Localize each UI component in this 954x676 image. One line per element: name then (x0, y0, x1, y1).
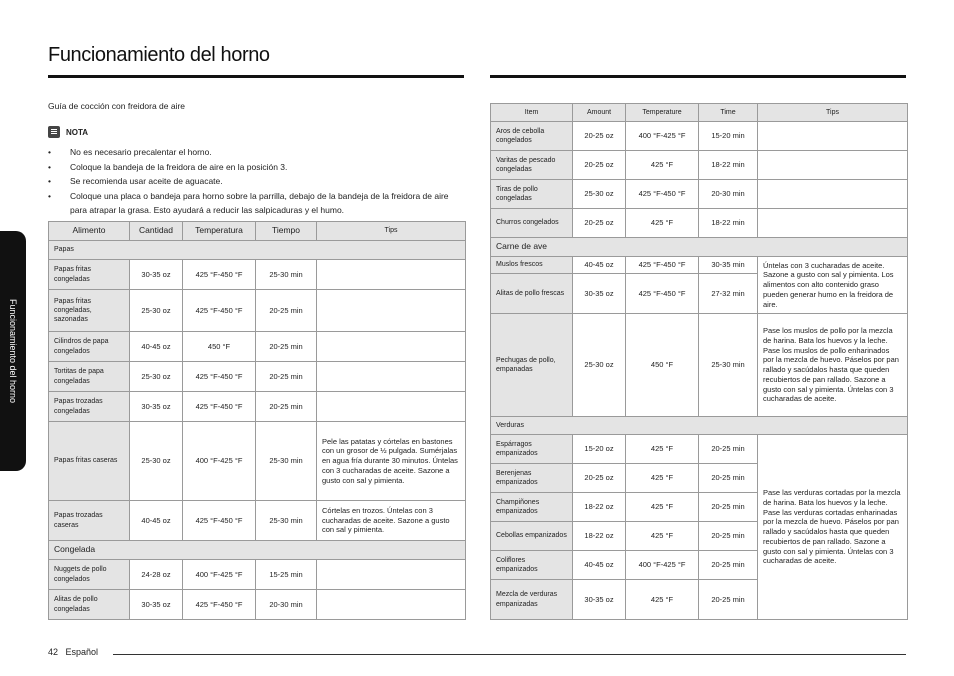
temp-cell: 425 °F-450 °F (183, 590, 256, 620)
page-number: 42 (48, 647, 59, 657)
item-cell: Alitas de pollo frescas (491, 274, 573, 314)
time-cell: 25-30 min (256, 422, 317, 501)
table-row (49, 560, 466, 590)
tips-cell (317, 290, 466, 332)
time-cell: 25-30 min (256, 501, 317, 541)
tips-cell (758, 122, 908, 151)
note-icon (48, 126, 60, 138)
time-cell: 18-22 min (699, 209, 758, 238)
time-cell: 20-25 min (699, 551, 758, 580)
item-cell: Cilindros de papa congelados (49, 332, 130, 362)
table-row (491, 122, 908, 151)
amount-cell: 30-35 oz (573, 580, 626, 620)
item-cell: Papas trozadas caseras (49, 501, 130, 541)
item-cell: Papas fritas congeladas, sazonadas (49, 290, 130, 332)
tips-cell: Pele las patatas y córtelas en bastones con un grosor de ½ pulgada. Sumérjalas en agua fría durante 30 minutos. Úntelas con 3 cucharadas de aceite. Sazone a gusto con sal y pimienta. (317, 422, 466, 501)
temp-cell: 400 °F-425 °F (626, 551, 699, 580)
item-cell: Mezcla de verduras empanizadas (491, 580, 573, 620)
temp-cell: 425 °F-450 °F (183, 362, 256, 392)
amount-cell: 18-22 oz (573, 522, 626, 551)
time-cell: 20-25 min (699, 435, 758, 464)
col-header-alimento: Alimento (49, 222, 130, 241)
note-item: • No es necesario precalentar el horno. (48, 145, 466, 160)
table-row (49, 501, 466, 541)
tips-cell (317, 362, 466, 392)
time-cell: 20-25 min (699, 493, 758, 522)
note-item: • Se recomienda usar aceite de aguacate. (48, 174, 466, 189)
time-cell: 20-30 min (256, 590, 317, 620)
amount-cell: 18-22 oz (573, 493, 626, 522)
time-cell: 27-32 min (699, 274, 758, 314)
amount-cell: 30-35 oz (130, 260, 183, 290)
time-cell: 15-20 min (699, 122, 758, 151)
amount-cell: 15-20 oz (573, 435, 626, 464)
time-cell: 20-25 min (256, 392, 317, 422)
tips-cell: Córtelas en trozos. Úntelas con 3 cucharadas de aceite. Sazone a gusto con sal y pimienta. (317, 501, 466, 541)
temp-cell: 425 °F-450 °F (183, 290, 256, 332)
section-row-verduras: Verduras (491, 417, 908, 435)
item-cell: Berenjenas empanizados (491, 464, 573, 493)
col-header-temperature: Temperature (626, 104, 699, 122)
amount-cell: 25-30 oz (130, 362, 183, 392)
table-row (49, 332, 466, 362)
amount-cell: 20-25 oz (573, 464, 626, 493)
air-fryer-table-right (490, 103, 908, 620)
note-item: • Coloque la bandeja de la freidora de aire en la posición 3. (48, 160, 466, 175)
page-footer (48, 647, 98, 657)
tips-cell (317, 332, 466, 362)
item-cell: Nuggets de pollo congelados (49, 560, 130, 590)
item-cell: Pechugas de pollo, empanadas (491, 314, 573, 417)
item-cell: Tortitas de papa congeladas (49, 362, 130, 392)
tips-cell (317, 590, 466, 620)
table-row (49, 290, 466, 332)
time-cell: 20-25 min (256, 290, 317, 332)
page-language: Español (65, 647, 99, 657)
amount-cell: 25-30 oz (573, 180, 626, 209)
note-list (48, 145, 466, 218)
table-row (491, 257, 908, 274)
item-cell: Papas fritas congeladas (49, 260, 130, 290)
time-cell: 20-25 min (256, 362, 317, 392)
table-row (49, 392, 466, 422)
amount-cell: 20-25 oz (573, 151, 626, 180)
temp-cell: 425 °F (626, 522, 699, 551)
temp-cell: 425 °F-450 °F (183, 501, 256, 541)
time-cell: 25-30 min (699, 314, 758, 417)
tips-cell: Pase las verduras cortadas por la mezcla de harina. Bata los huevos y la leche. Pase las verduras cortadas enharinadas por la mezcla de huevo. Páselos por pan rallado y sacúdalos hasta que queden recubiertos de pan rallado. Sazone a gusto con sal y pimienta. Úntelas con 3 cucharadas de aceite. (758, 435, 908, 620)
section-subtitle: Guía de cocción con freidora de aire (48, 101, 186, 111)
amount-cell: 40-45 oz (573, 551, 626, 580)
temp-cell: 425 °F (626, 580, 699, 620)
tips-cell (317, 392, 466, 422)
amount-cell: 40-45 oz (573, 257, 626, 274)
item-cell: Espárragos empanizados (491, 435, 573, 464)
table-row (49, 260, 466, 290)
temp-cell: 400 °F-425 °F (626, 122, 699, 151)
time-cell: 20-25 min (699, 580, 758, 620)
item-cell: Coliflores empanizados (491, 551, 573, 580)
tips-cell: Pase los muslos de pollo por la mezcla de harina. Bata los huevos y la leche. Pase los muslos de pollo enharinados por la mezcla de huevo. Páselos por pan rallado y sacúdalos hasta que queden recubiertos de pan rallado. Sazone a gusto con sal y pimienta. Úntelas con 3 cucharadas de aceite. (758, 314, 908, 417)
col-header-cantidad: Cantidad (130, 222, 183, 241)
col-header-tiempo: Tiempo (256, 222, 317, 241)
amount-cell: 25-30 oz (573, 314, 626, 417)
temp-cell: 425 °F (626, 464, 699, 493)
item-cell: Papas fritas caseras (49, 422, 130, 501)
item-cell: Tiras de pollo congeladas (491, 180, 573, 209)
amount-cell: 24-28 oz (130, 560, 183, 590)
item-cell: Muslos frescos (491, 257, 573, 274)
section-row-papas: Papas (49, 241, 466, 260)
item-cell: Churros congelados (491, 209, 573, 238)
temp-cell: 425 °F-450 °F (183, 392, 256, 422)
section-row-congelada: Congelada (49, 541, 466, 560)
tips-cell (758, 209, 908, 238)
tips-cell: Úntelas con 3 cucharadas de aceite. Sazone a gusto con sal y pimienta. Los alimentos con alto contenido graso pueden generar humo en la freidora de aire. (758, 257, 908, 314)
temp-cell: 450 °F (626, 314, 699, 417)
tips-cell (317, 260, 466, 290)
note-item: • Coloque una placa o bandeja para horno sobre la parrilla, debajo de la bandeja de la freidora de aire para atrapar la grasa. Esto ayudará a reducir las salpicaduras y el humo. (48, 189, 466, 218)
time-cell: 20-25 min (699, 464, 758, 493)
time-cell: 18-22 min (699, 151, 758, 180)
col-header-amount: Amount (573, 104, 626, 122)
amount-cell: 20-25 oz (573, 122, 626, 151)
time-cell: 20-30 min (699, 180, 758, 209)
note-label: NOTA (66, 127, 89, 137)
col-header-temperatura: Temperatura (183, 222, 256, 241)
table-row (491, 209, 908, 238)
table-row (491, 314, 908, 417)
temp-cell: 425 °F (626, 435, 699, 464)
item-cell: Papas trozadas congeladas (49, 392, 130, 422)
temp-cell: 400 °F-425 °F (183, 422, 256, 501)
table-row (491, 151, 908, 180)
table-row (491, 180, 908, 209)
table-row (49, 362, 466, 392)
amount-cell: 30-35 oz (573, 274, 626, 314)
item-cell: Varitas de pescado congeladas (491, 151, 573, 180)
air-fryer-table-left (48, 221, 466, 620)
amount-cell: 40-45 oz (130, 501, 183, 541)
temp-cell: 425 °F-450 °F (626, 180, 699, 209)
temp-cell: 400 °F-425 °F (183, 560, 256, 590)
side-tab-label: Funcionamiento del horno (8, 298, 18, 404)
time-cell: 20-25 min (699, 522, 758, 551)
temp-cell: 425 °F-450 °F (626, 274, 699, 314)
temp-cell: 425 °F (626, 493, 699, 522)
temp-cell: 425 °F-450 °F (626, 257, 699, 274)
col-header-tips: Tips (758, 104, 908, 122)
tips-cell (758, 151, 908, 180)
time-cell: 20-25 min (256, 332, 317, 362)
section-row-carne-de-ave: Carne de ave (491, 238, 908, 257)
col-header-time: Time (699, 104, 758, 122)
item-cell: Aros de cebolla congelados (491, 122, 573, 151)
time-cell: 15-25 min (256, 560, 317, 590)
amount-cell: 25-30 oz (130, 422, 183, 501)
temp-cell: 425 °F-450 °F (183, 260, 256, 290)
page-title: Funcionamiento del horno (48, 44, 270, 66)
table-row (49, 590, 466, 620)
amount-cell: 25-30 oz (130, 290, 183, 332)
title-rule-right (490, 75, 906, 78)
table-row (491, 435, 908, 464)
tips-cell (317, 560, 466, 590)
tips-cell (758, 180, 908, 209)
amount-cell: 40-45 oz (130, 332, 183, 362)
side-tab (0, 231, 26, 471)
item-cell: Alitas de pollo congeladas (49, 590, 130, 620)
col-header-item: Item (491, 104, 573, 122)
time-cell: 25-30 min (256, 260, 317, 290)
temp-cell: 425 °F (626, 151, 699, 180)
item-cell: Champiñones empanizados (491, 493, 573, 522)
col-header-tips: Tips (317, 222, 466, 241)
title-rule-left (48, 75, 464, 78)
amount-cell: 30-35 oz (130, 392, 183, 422)
footer-rule (113, 654, 906, 655)
temp-cell: 450 °F (183, 332, 256, 362)
amount-cell: 30-35 oz (130, 590, 183, 620)
item-cell: Cebollas empanizados (491, 522, 573, 551)
time-cell: 30-35 min (699, 257, 758, 274)
table-row (49, 422, 466, 501)
note-header (48, 126, 88, 138)
temp-cell: 425 °F (626, 209, 699, 238)
amount-cell: 20-25 oz (573, 209, 626, 238)
